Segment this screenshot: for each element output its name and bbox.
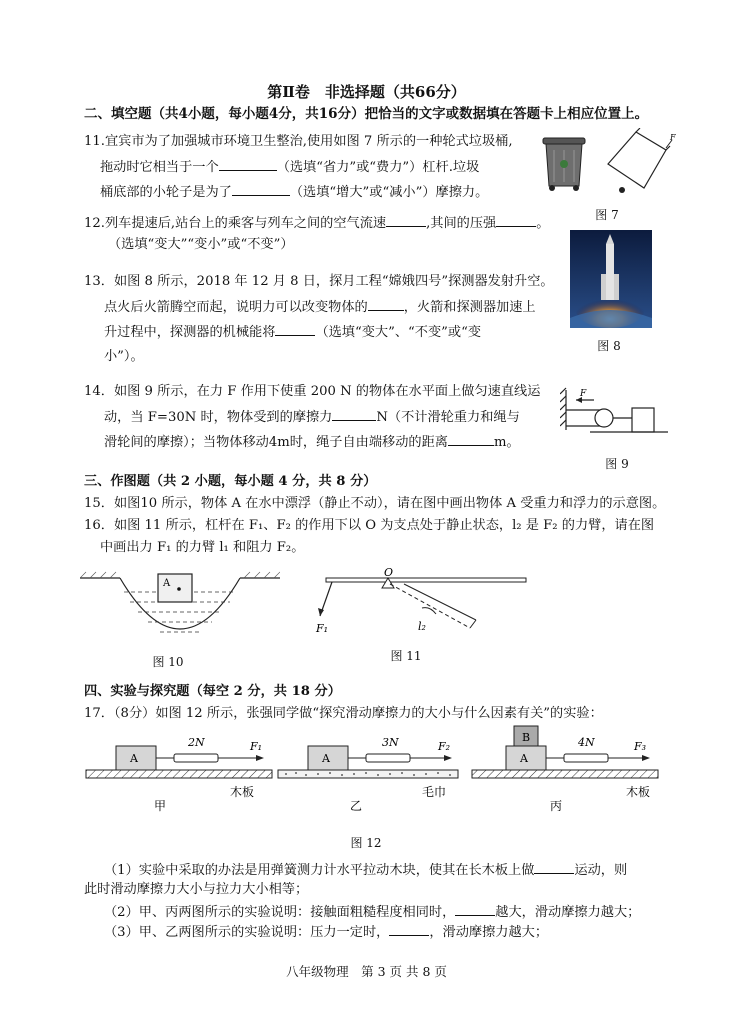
svg-text:乙: 乙 [350, 799, 363, 813]
q17-2: （2）甲、丙两图所示的实验说明：接触面粗糙程度相同时， 越大，滑动摩擦力越大； [104, 902, 640, 923]
answer-blank[interactable] [368, 297, 404, 311]
section2-heading: 二、填空题（共4小题，每小题4分，共16分）把恰当的文字或数据填在答题卡上相应位置上。 [84, 106, 649, 122]
fig9-caption: 图 9 [605, 457, 629, 471]
q13-line4: 小”）。 [104, 349, 144, 364]
q17-1-line2: 此时滑动摩擦力大小与拉力大小相等； [84, 882, 309, 897]
svg-text:A: A [520, 752, 528, 765]
fig9-label-f: F [580, 389, 587, 399]
svg-text:F₁: F₁ [250, 740, 263, 753]
fig12-panel-bing [472, 726, 658, 813]
fig10-label-a: A [163, 578, 171, 589]
svg-text:B: B [522, 731, 531, 744]
svg-text:毛巾: 毛巾 [422, 785, 447, 799]
svg-text:F₃: F₃ [634, 740, 647, 753]
figure-9-pulley [560, 384, 670, 446]
fig7-label-f: F [670, 133, 676, 142]
section-title: 第Ⅱ卷 非选择题（共66分） [267, 83, 466, 101]
q14-line1: 14．如图 9 所示，在力 F 作用下使重 200 N 的物体在水平面上做匀速直线运 [84, 384, 541, 399]
q17-intro: 17．（8分）如图 12 所示，张强同学做“探究滑动摩擦力的大小与什么因素有关”的实验： [84, 706, 603, 721]
q12-line2: （选填“变大”“变小”或“不变”） [108, 237, 294, 252]
fig11-label-f1: F₁ [316, 622, 329, 635]
figure-12-friction-experiment [82, 724, 662, 814]
svg-text:F₂: F₂ [438, 740, 451, 753]
q13-line2: 点火后火箭腾空而起，说明力可以改变物体的 ，火箭和探测器加速上 [104, 297, 536, 318]
answer-blank[interactable] [275, 322, 315, 336]
q17-1-line1: （1）实验中采取的办法是用弹簧测力计水平拉动木块，使其在长木板上做 运动，则 [104, 860, 627, 881]
svg-text:甲: 甲 [154, 799, 167, 813]
fig11-caption: 图 11 [390, 649, 422, 663]
q16-line1: 16．如图 11 所示，杠杆在 F₁、F₂ 的作用下以 O 为支点处于静止状态，l₂ 是 F₂ 的力臂，请在图 [84, 518, 655, 533]
answer-blank[interactable] [219, 157, 277, 171]
q17-3: （3）甲、乙两图所示的实验说明：压力一定时， ，滑动摩擦力越大； [104, 922, 548, 943]
figure-10-floating-block [80, 570, 280, 650]
q16-line2: 中画出力 F₁ 的力臂 l₁ 和阻力 F₂。 [100, 540, 305, 555]
answer-blank[interactable] [534, 860, 574, 874]
answer-blank[interactable] [332, 407, 376, 421]
q11-line2: 拖动时它相当于一个 （选填“省力”或“费力”）杠杆.垃圾 [100, 157, 479, 178]
fig11-label-l2: l₂ [418, 620, 426, 633]
fig12-panel-yi [278, 736, 458, 813]
answer-blank[interactable] [455, 902, 495, 916]
q14-line2: 动，当 F=30N 时，物体受到的摩擦力 N（不计滑轮重力和绳与 [104, 407, 520, 428]
figure-11-lever [310, 566, 530, 646]
answer-blank[interactable] [389, 922, 429, 936]
section3-heading: 三、作图题（共 2 小题，每小题 4 分，共 8 分） [84, 474, 377, 489]
svg-text:2N: 2N [188, 736, 205, 749]
figure-7-trash-bins [540, 128, 680, 198]
svg-text:丙: 丙 [550, 799, 563, 813]
q15-text: 15．如图10 所示，物体 A 在水中漂浮（静止不动），请在图中画出物体 A 受重力和浮力的示意图。 [84, 496, 666, 511]
figure-8-rocket-photo [570, 230, 652, 328]
q14-line3: 滑轮间的摩擦）；当物体移动4m时，绳子自由端移动的距离 m。 [104, 432, 520, 453]
fig11-label-o: O [384, 566, 394, 579]
page-footer: 八年级物理 第 3 页 共 8 页 [286, 964, 447, 979]
q13-line1: 13．如图 8 所示，2018 年 12 月 8 日，探月工程“嫦娥四号”探测器发射升空。 [84, 274, 554, 289]
fig12-panel-jia [86, 736, 272, 813]
fig8-caption: 图 8 [597, 339, 621, 353]
q11-line1: 11.宜宾市为了加强城市环境卫生整治,使用如图 7 所示的一种轮式垃圾桶, [84, 134, 513, 149]
answer-blank[interactable] [232, 182, 290, 196]
svg-text:4N: 4N [578, 736, 595, 749]
fig7-caption: 图 7 [595, 208, 619, 222]
fig10-caption: 图 10 [152, 655, 184, 669]
q11-line3: 桶底部的小轮子是为了 （选填“增大”或“减小”）摩擦力。 [100, 182, 488, 203]
q13-line3: 升过程中，探测器的机械能将 （选填“变大”、“不变”或“变 [104, 322, 481, 343]
svg-text:3N: 3N [382, 736, 399, 749]
svg-text:A: A [130, 752, 138, 765]
svg-text:木板: 木板 [626, 785, 651, 799]
section4-heading: 四、实验与探究题（每空 2 分，共 18 分） [84, 684, 341, 699]
q12-line1: 12.列车提速后,站台上的乘客与列车之间的空气流速 ,其间的压强 。 [84, 213, 549, 234]
fig12-caption: 图 12 [350, 836, 382, 850]
svg-text:A: A [322, 752, 330, 765]
answer-blank[interactable] [448, 432, 494, 446]
answer-blank[interactable] [496, 213, 536, 227]
answer-blank[interactable] [386, 213, 426, 227]
svg-text:木板: 木板 [230, 785, 255, 799]
